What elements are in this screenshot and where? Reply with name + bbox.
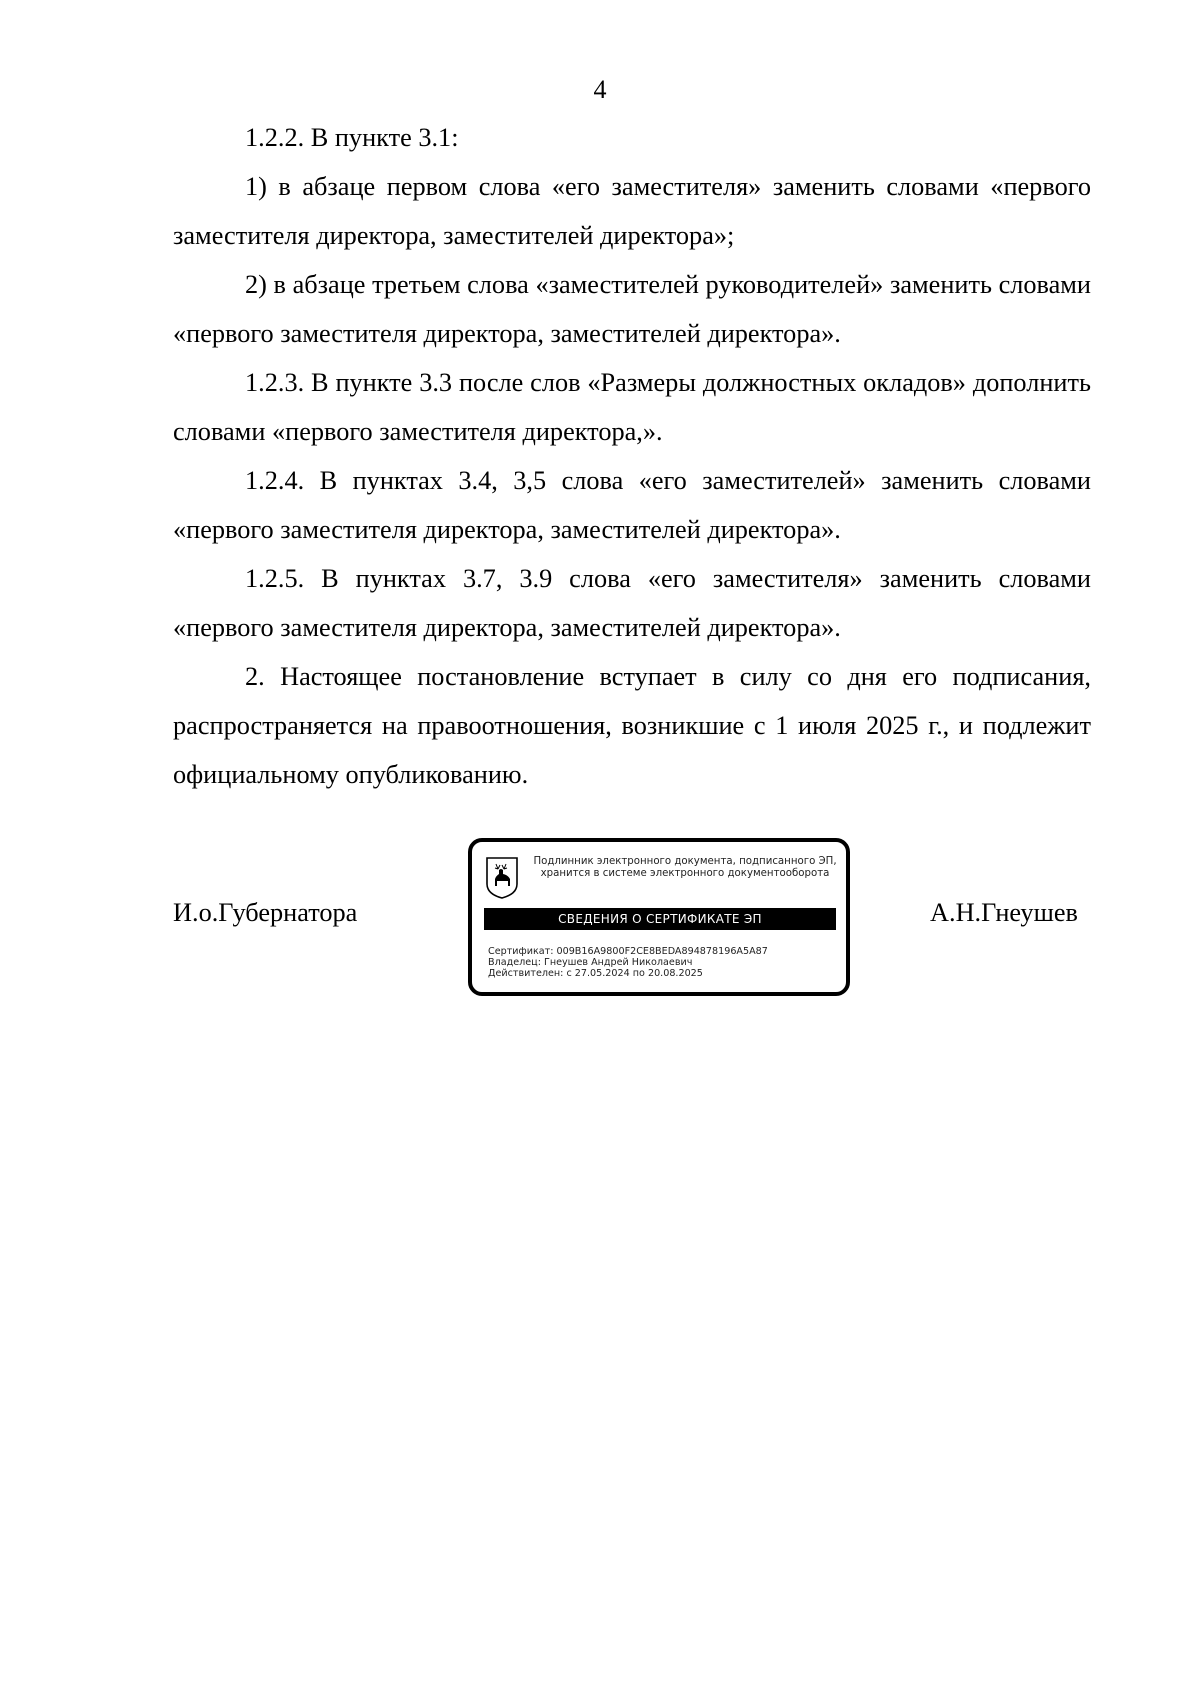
paragraph-item-2: 2) в абзаце третьем слова «заместителей руководителей» заменить словами «первого заместителя директора, заместителей директора». [173,270,1091,348]
page-number: 4 [593,75,607,104]
stamp-header-line-2: хранится в системе электронного документооборота [540,868,830,879]
certificate-owner: Владелец: Гнеушев Андрей Николаевич [488,957,693,968]
paragraph-item-1: 1) в абзаце первом слова «его заместителя» заменить словами «первого заместителя директора, заместителей директора»; [173,172,1091,250]
paragraph-1-2-3: 1.2.3. В пункте 3.3 после слов «Размеры должностных окладов» дополнить словами «первого заместителя директора,». [173,368,1091,446]
signatory-name: А.Н.Гнеушев [930,898,1078,927]
certificate-number: Сертификат: 009B16A9800F2CE8BEDA894878196A5A87 [488,946,768,957]
paragraph-1-2-4: 1.2.4. В пунктах 3.4, 3,5 слова «его заместителей» заменить словами «первого заместителя директора, заместителей директора». [173,466,1091,544]
certificate-validity: Действителен: с 27.05.2024 по 20.08.2025 [488,968,703,979]
electronic-signature-stamp [468,838,850,996]
stamp-header [522,856,848,880]
paragraph-2-effective: 2. Настоящее постановление вступает в силу со дня его подписания, распространяется на правоотношения, возникшие с 1 июля 2025 г., и подлежит официальному опубликованию. [173,662,1091,789]
deer-emblem-icon [484,856,520,900]
document-body [173,113,1091,799]
stamp-header-line-1: Подлинник электронного документа, подписанного ЭП, [533,856,837,867]
signatory-title: И.о.Губернатора [173,898,358,927]
paragraph-1-2-2: 1.2.2. В пункте 3.1: [245,123,459,152]
certificate-info-bar: СВЕДЕНИЯ О СЕРТИФИКАТЕ ЭП [484,908,836,930]
certificate-details [488,946,838,979]
paragraph-1-2-5: 1.2.5. В пунктах 3.7, 3.9 слова «его заместителя» заменить словами «первого заместителя директора, заместителей директора». [173,564,1091,642]
